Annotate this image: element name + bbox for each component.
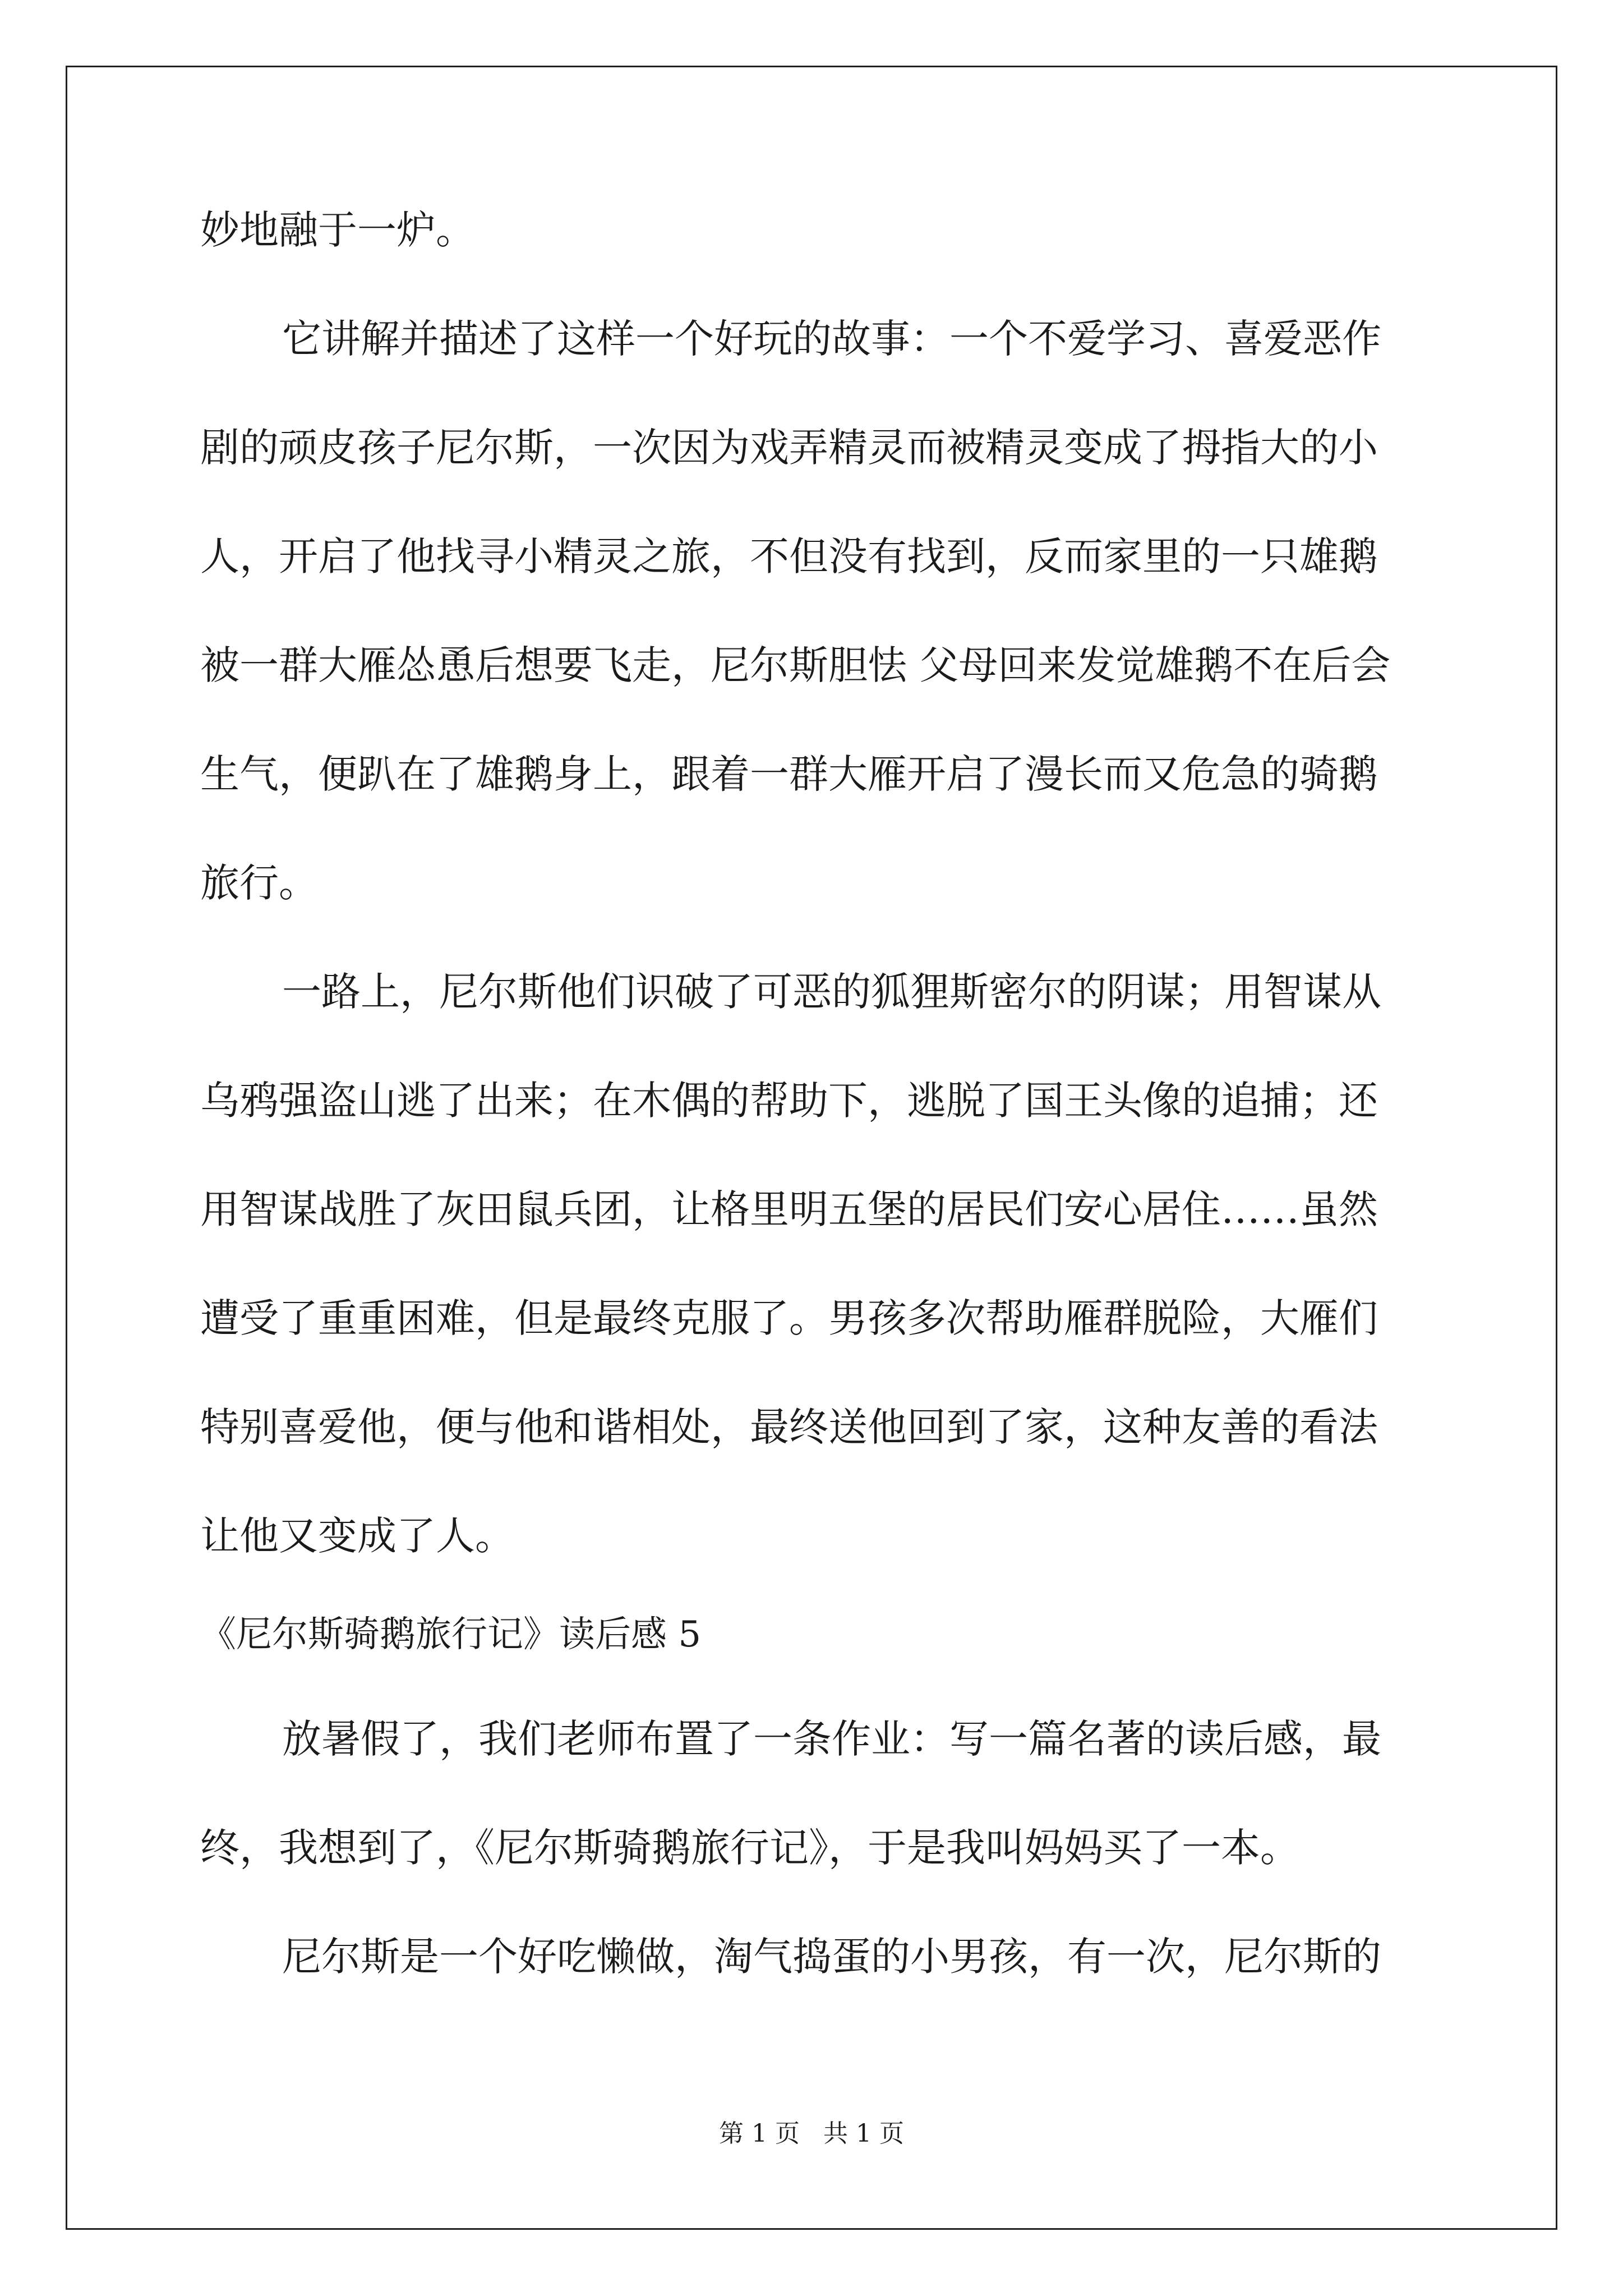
paragraph-first-line: 放暑假了，我们老师布置了一条作业：写一篇名著的读后感，最 [282, 1716, 1381, 1762]
section-heading: 《尼尔斯骑鹅旅行记》读后感 5 [200, 1614, 702, 1655]
paragraph-first-line: 它讲解并描述了这样一个好玩的故事：一个不爱学习、喜爱恶作 [282, 316, 1381, 362]
page-footer [0, 2117, 1623, 2151]
text-line: 终，我想到了，《尼尔斯骑鹅旅行记》，于是我叫妈妈买了一本。 [200, 1825, 1299, 1871]
text-line: 生气，便趴在了雄鹅身上，跟着一群大雁开启了漫长而又危急的骑鹅 [200, 751, 1378, 797]
text-line: 妙地融于一炉。 [200, 207, 475, 253]
page-border [66, 66, 1557, 2230]
text-line: 被一群大雁怂恿后想要飞走，尼尔斯胆怯 父母回来发觉雄鹅不在后会 [200, 642, 1391, 688]
text-line: 旅行。 [200, 860, 318, 906]
text-line: 乌鸦强盗山逃了出来；在木偶的帮助下，逃脱了国王头像的追捕；还 [200, 1078, 1378, 1124]
text-line: 遭受了重重困难，但是最终克服了。男孩多次帮助雁群脱险，大雁们 [200, 1295, 1378, 1341]
text-line: 人，开启了他找寻小精灵之旅，不但没有找到，反而家里的一只雄鹅 [200, 533, 1378, 579]
page-number: 第 1 页 共 1 页 [719, 2119, 904, 2148]
text-line: 剧的顽皮孩子尼尔斯，一次因为戏弄精灵而被精灵变成了拇指大的小 [200, 425, 1378, 471]
text-line: 特别喜爱他，便与他和谐相处，最终送他回到了家，这种友善的看法 [200, 1404, 1378, 1450]
text-line: 让他又变成了人。 [200, 1513, 514, 1559]
paragraph-first-line: 一路上，尼尔斯他们识破了可恶的狐狸斯密尔的阴谋；用智谋从 [282, 969, 1381, 1015]
paragraph-first-line: 尼尔斯是一个好吃懒做，淘气捣蛋的小男孩，有一次，尼尔斯的 [282, 1934, 1381, 1980]
text-line: 用智谋战胜了灰田鼠兵团，让格里明五堡的居民们安心居住……虽然 [200, 1186, 1378, 1232]
